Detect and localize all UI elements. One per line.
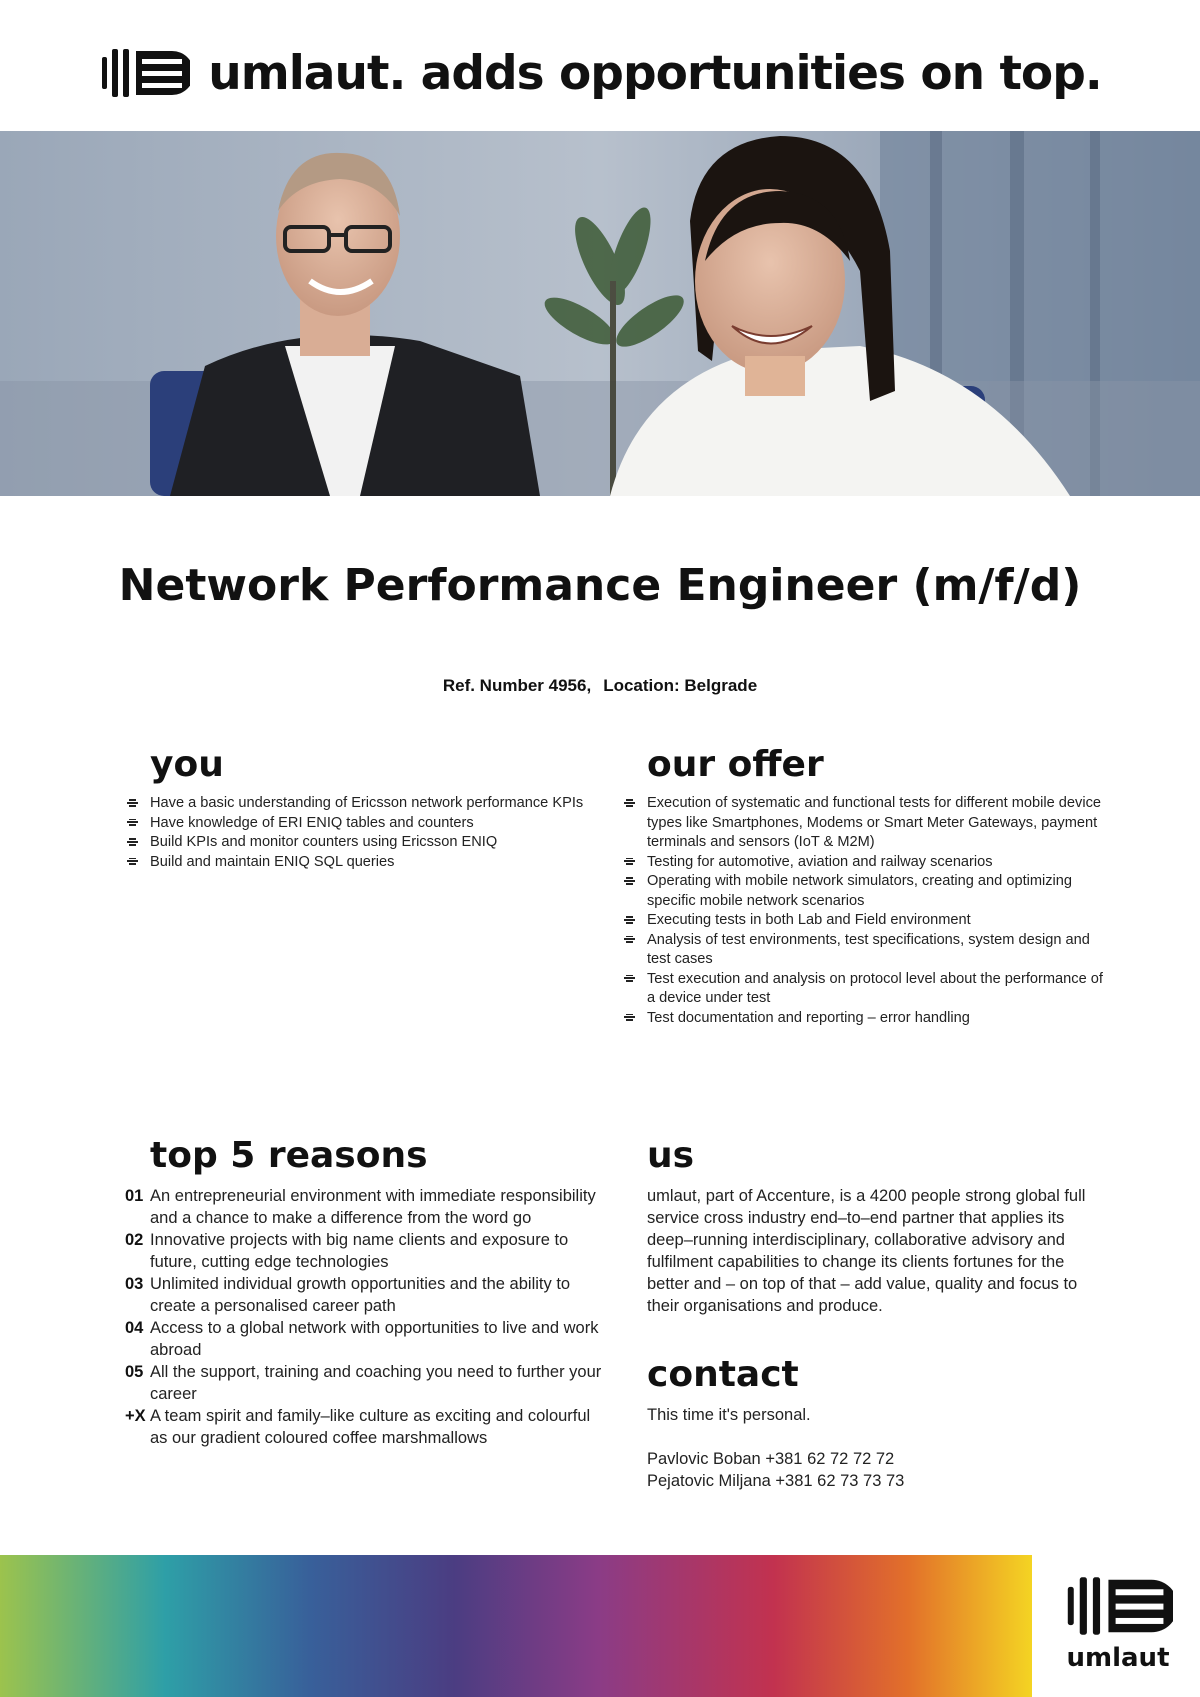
reason-number: 03 <box>125 1275 144 1293</box>
bullet-icon <box>127 799 138 809</box>
section-contact <box>622 1352 1107 1492</box>
list-item: Testing for automotive, aviation and railway scenarios <box>622 853 1107 873</box>
contact-intro: This time it's personal. <box>647 1406 811 1424</box>
bullet-icon <box>624 916 635 926</box>
bullet-icon <box>127 819 138 829</box>
section-heading: our offer <box>647 744 824 785</box>
section-us <box>622 1133 1107 1317</box>
section-heading: us <box>647 1135 695 1176</box>
photo-two-men <box>0 131 1200 496</box>
reason-number: 01 <box>125 1187 144 1205</box>
umlaut-logo-icon <box>1063 1572 1173 1640</box>
umlaut-logo-icon <box>98 45 190 101</box>
list-item: Operating with mobile network simulators, creating and optimizing specific mobile network scenarios <box>622 872 1107 911</box>
hero-photo <box>0 131 1200 496</box>
bullet-icon <box>624 975 635 985</box>
footer-logo <box>1058 1572 1178 1672</box>
job-location: Location: Belgrade <box>603 676 758 695</box>
list-item: Have a basic understanding of Ericsson network performance KPIs <box>125 794 605 814</box>
bullet-icon <box>624 799 635 809</box>
list-item: Analysis of test environments, test specifications, system design and test cases <box>622 931 1107 970</box>
ref-line <box>0 676 1200 696</box>
list-item: 03 Unlimited individual growth opportunities and the ability to create a personalised career path <box>125 1275 571 1315</box>
about-text: umlaut, part of Accenture, is a 4200 people strong global full service cross industry end–to–end partner that applies its deep–running interdisciplinary, collaborative advisory and fulfilment capabilities to change its clients fortunes for the better and – on top of that – add value, quality and focus to their organisations and produce. <box>647 1187 1086 1315</box>
reason-number: +X <box>125 1407 146 1425</box>
offer-list <box>622 794 1107 1028</box>
list-item: Executing tests in both Lab and Field environment <box>622 911 1107 931</box>
list-item: Test execution and analysis on protocol level about the performance of a device under test <box>622 970 1107 1009</box>
list-item: Have knowledge of ERI ENIQ tables and counters <box>125 814 605 834</box>
you-list <box>125 794 605 872</box>
list-item: Execution of systematic and functional tests for different mobile device types like Smartphones, Modems or Smart Meter Gateways, payment terminals and sensors (IoT & M2M) <box>622 794 1107 853</box>
footer-brand: umlaut <box>1066 1643 1170 1673</box>
ref-number: Ref. Number 4956, <box>442 676 592 695</box>
section-heading: you <box>150 744 224 785</box>
tagline: umlaut. adds opportunities on top. <box>208 45 1102 101</box>
reason-number: 05 <box>125 1363 144 1381</box>
section-heading: top 5 reasons <box>150 1135 428 1176</box>
header <box>0 28 1200 118</box>
reasons-list <box>125 1185 605 1449</box>
section-you <box>125 742 605 872</box>
section-heading: contact <box>647 1354 799 1395</box>
bullet-icon <box>127 838 138 848</box>
reason-number: 02 <box>125 1231 144 1249</box>
section-top-reasons <box>125 1133 605 1449</box>
gradient-band <box>0 1555 1032 1697</box>
list-item: +X A team spirit and family–like culture as exciting and colourful as our gradient coloured coffee marshmallows <box>125 1407 591 1447</box>
section-our-offer <box>622 742 1107 1028</box>
bullet-icon <box>624 1014 635 1024</box>
list-item: Build KPIs and monitor counters using Ericsson ENIQ <box>125 833 605 853</box>
bullet-icon <box>624 936 635 946</box>
reason-number: 04 <box>125 1319 144 1337</box>
bullet-icon <box>127 858 138 868</box>
list-item: 04 Access to a global network with opportunities to live and work abroad <box>125 1319 599 1359</box>
list-item: Build and maintain ENIQ SQL queries <box>125 853 605 873</box>
bullet-icon <box>624 858 635 868</box>
job-title: Network Performance Engineer (m/f/d) <box>118 560 1082 611</box>
list-item: 01 An entrepreneurial environment with immediate responsibility and a chance to make a difference from the word go <box>125 1187 596 1227</box>
contact-person: Pavlovic Boban +381 62 72 72 72 <box>647 1450 895 1468</box>
bullet-icon <box>624 877 635 887</box>
contact-person: Pejatovic Miljana +381 62 73 73 73 <box>647 1472 905 1490</box>
list-item: 05 All the support, training and coaching you need to further your career <box>125 1363 602 1403</box>
list-item: 02 Innovative projects with big name clients and exposure to future, cutting edge technologies <box>125 1231 569 1271</box>
list-item: Test documentation and reporting – error handling <box>622 1009 1107 1029</box>
